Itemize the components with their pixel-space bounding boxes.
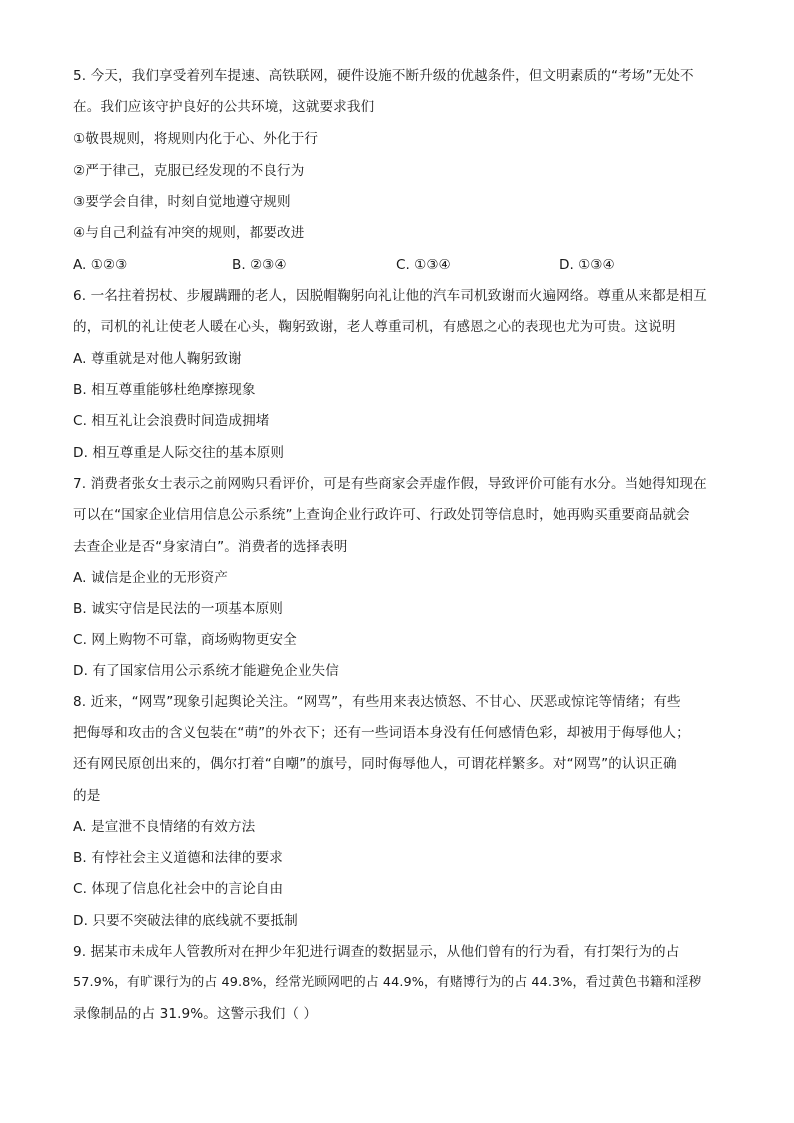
q5-options xyxy=(73,256,713,274)
q8-stem-line3: 还有网民原创出来的，偶尔打着“自嘲”的旗号，同时侮辱他人，可谓花样繁多。对“网骂”的认识正确 xyxy=(73,756,677,772)
q5-stem-line1: 5. 今天，我们享受着列车提速、高铁联网，硬件设施不断升级的优越条件，但文明素质的“考场”无处不 xyxy=(73,68,694,84)
q8-stem-line4: 的是 xyxy=(73,788,101,804)
q6-option-c: C. 相互礼让会浪费时间造成拥堵 xyxy=(73,413,270,429)
q6-option-d: D. 相互尊重是人际交往的基本原则 xyxy=(73,445,285,461)
q7-stem-line2: 可以在“国家企业信用信息公示系统”上查询企业行政许可、行政处罚等信息时，她再购买重要商品就会 xyxy=(73,507,690,523)
q8-option-d: D. 只要不突破法律的底线就不要抵制 xyxy=(73,913,298,929)
q7-option-d: D. 有了国家信用公示系统才能避免企业失信 xyxy=(73,663,339,679)
q9-stem-line1: 9. 据某市未成年人管教所对在押少年犯进行调查的数据显示，从他们曾有的行为看，有打架行为的占 xyxy=(73,944,680,960)
q7-option-c: C. 网上购物不可靠，商场购物更安全 xyxy=(73,632,297,648)
q5-option-a: A. ①②③ xyxy=(73,257,128,273)
q5-statement-4: ④与自己利益有冲突的规则，都要改进 xyxy=(73,225,305,241)
q7-option-b: B. 诚实守信是民法的一项基本原则 xyxy=(73,601,283,617)
q5-option-d: D. ①③④ xyxy=(559,257,615,273)
q6-option-b: B. 相互尊重能够杜绝摩擦现象 xyxy=(73,382,256,398)
q5-option-b: B. ②③④ xyxy=(232,257,287,273)
q7-stem-line1: 7. 消费者张女士表示之前网购只看评价，可是有些商家会弄虚作假，导致评价可能有水分。当她得知现在 xyxy=(73,476,707,492)
q8-option-c: C. 体现了信息化社会中的言论自由 xyxy=(73,881,284,897)
q5-option-c: C. ①③④ xyxy=(396,257,451,273)
q7-stem-line3: 去查企业是否“身家清白”。消费者的选择表明 xyxy=(73,539,348,555)
q6-stem-line1: 6. 一名拄着拐杖、步履蹒跚的老人，因脱帽鞠躬向礼让他的汽车司机致谢而火遍网络。尊重从来都是相互 xyxy=(73,288,707,304)
q5-stem-line2: 在。我们应该守护良好的公共环境，这就要求我们 xyxy=(73,99,375,115)
q8-stem-line1: 8. 近来，“网骂”现象引起舆论关注。“网骂”，有些用来表达愤怒、不甘心、厌恶或惊诧等情绪；有些 xyxy=(73,694,681,710)
q5-statement-3: ③要学会自律，时刻自觉地遵守规则 xyxy=(73,194,291,210)
q8-option-a: A. 是宣泄不良情绪的有效方法 xyxy=(73,819,256,835)
q8-stem-line2: 把侮辱和攻击的含义包装在“萌”的外衣下；还有一些词语本身没有任何感情色彩，却被用于侮辱他人； xyxy=(73,725,690,741)
q6-stem-line2: 的，司机的礼让使老人暖在心头，鞠躬致谢，老人尊重司机，有感恩之心的表现也尤为可贵。这说明 xyxy=(73,319,676,335)
q5-statement-2: ②严于律己，克服已经发现的不良行为 xyxy=(73,163,305,179)
q6-option-a: A. 尊重就是对他人鞠躬致谢 xyxy=(73,351,242,367)
q9-stem-line3: 录像制品的占 31.9%。这警示我们（ ） xyxy=(73,1006,318,1022)
q5-statement-1: ①敬畏规则，将规则内化于心、外化于行 xyxy=(73,131,319,147)
q7-option-a: A. 诚信是企业的无形资产 xyxy=(73,570,228,586)
q8-option-b: B. 有悖社会主义道德和法律的要求 xyxy=(73,850,283,866)
q9-stem-line2: 57.9%，有旷课行为的占 49.8%，经常光顾网吧的占 44.9%，有赌博行为的占 44.3%，看过黄色书籍和淫秽 xyxy=(73,975,702,990)
